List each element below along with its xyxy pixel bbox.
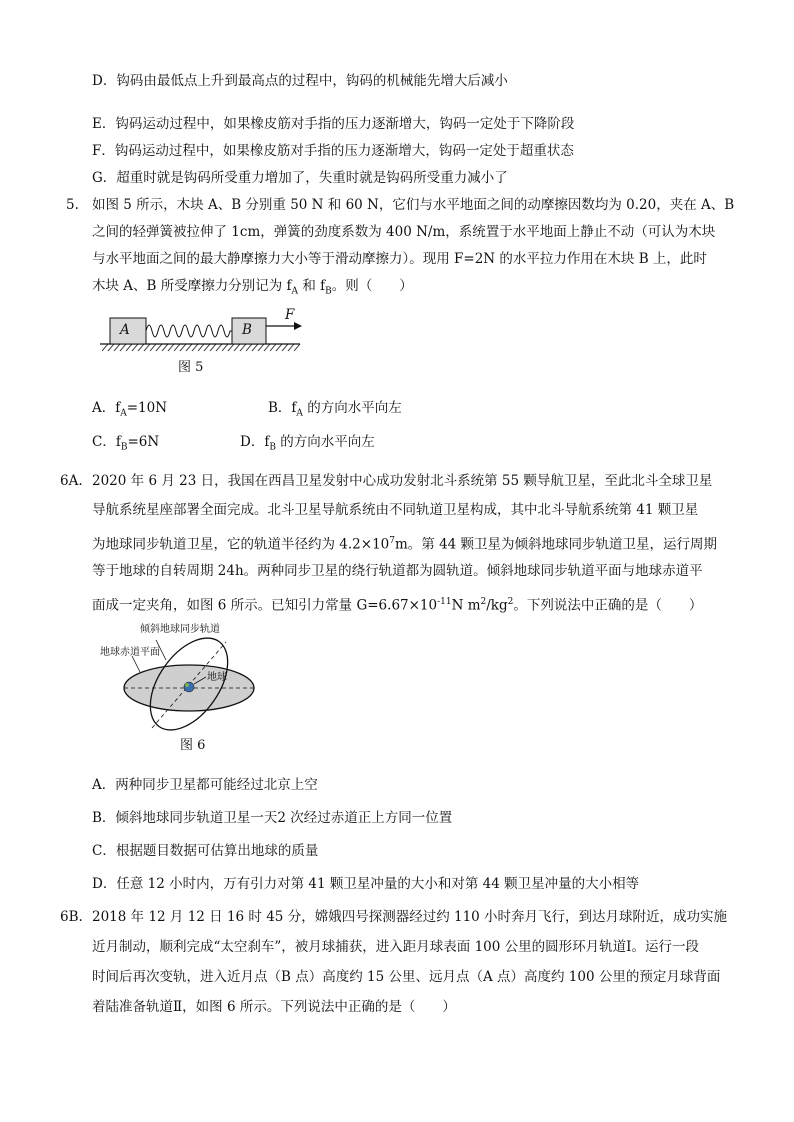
q5-option-a: A．$f_A=10N$ (92, 400, 168, 419)
question-6b-number: 6B. (60, 909, 83, 925)
q5-option-b: B．$f_A$ 的方向水平向左 (268, 400, 402, 419)
option-d-prev: D．钩码由最低点上升到最高点的过程中，钩码的机械能先增大后减小 (92, 73, 508, 89)
option-g-prev: G．超重时就是钩码所受重力增加了，失重时就是钩码所受重力减小了 (92, 170, 508, 186)
block-b-label: B (242, 322, 252, 338)
question-6a-line-4: 等于地球的自转周期 24h。两种同步卫星的绕行轨道都为圆轨道。倾斜地球同步轨道平面与地球赤道平 (92, 563, 703, 579)
question-5-line-1: 如图 5 所示，木块 A、B 分别重 50 N 和 60 N，它们与水平地面之间的动摩擦因数均为 0.20，夹在 A、B (92, 197, 735, 213)
block-a-label: A (120, 322, 130, 338)
question-5-number: 5. (66, 197, 79, 213)
figure-6-caption: 图 6 (180, 738, 206, 753)
question-5-line-2: 之间的轻弹簧被拉伸了 1cm，弹簧的劲度系数为 400 N/m，系统置于水平地面上静止不动（可认为木块 (92, 224, 716, 240)
label-equator-plane: 地球赤道平面 (100, 647, 160, 658)
question-6a-line-2: 导航系统星座部署全面完成。北斗卫星导航系统由不同轨道卫星构成，其中北斗导航系统第 41 颗卫星 (92, 502, 699, 518)
q5-option-d: D．$f_B$ 的方向水平向左 (240, 434, 375, 453)
question-6a-line-1: 2020 年 6 月 23 日，我国在西昌卫星发射中心成功发射北斗系统第 55 颗导航卫星，至此北斗全球卫星 (92, 473, 713, 489)
q6a-option-b: B．倾斜地球同步轨道卫星一天2 次经过赤道正上方同一位置 (92, 810, 453, 826)
question-6b-line-1: 2018 年 12 月 12 日 16 时 45 分，嫦娥四号探测器经过约 110 小时奔月飞行，到达月球附近，成功实施 (92, 909, 728, 925)
option-e-prev: E．钩码运动过程中，如果橡皮筋对手指的压力逐渐增大，钩码一定处于下降阶段 (92, 116, 575, 132)
question-6b-line-2: 近月制动，顺利完成“太空刹车”，被月球捕获，进入距月球表面 100 公里的圆形环月轨道Ⅰ。运行一段 (92, 939, 699, 955)
q6a-option-c: C．根据题目数据可估算出地球的质量 (92, 843, 319, 859)
label-inclined-orbit: 倾斜地球同步轨道 (140, 624, 220, 635)
question-6b-line-4: 着陆准备轨道Ⅱ，如图 6 所示。下列说法中正确的是（ ） (92, 999, 456, 1015)
question-5-line-3: 与水平地面之间的最大静摩擦力大小等于滑动摩擦力）。现用 F=2N 的水平拉力作用在木块 B 上，此时 (92, 251, 707, 267)
option-f-prev: F．钩码运动过程中，如果橡皮筋对手指的压力逐渐增大，钩码一定处于超重状态 (92, 143, 574, 159)
q6a-option-d: D．任意 12 小时内，万有引力对第 41 颗卫星冲量的大小和对第 44 颗卫星冲量的大小相等 (92, 876, 640, 892)
label-earth: 地球 (207, 672, 227, 683)
q6a-option-a: A．两种同步卫星都可能经过北京上空 (92, 777, 318, 793)
question-5-line-4: 木块 A、B 所受摩擦力分别记为 $f_A$ 和 $f_B$。则（ ） (92, 278, 413, 297)
force-label: F (285, 307, 295, 323)
q5-option-c: C．$f_B=6N$ (92, 434, 160, 453)
figure-5-caption: 图 5 (178, 360, 204, 375)
question-6a-line-5: 面成一定夹角，如图 6 所示。已知引力常量 $G=6.67\times 10^{-11}N$ $m^2/kg^2$。下列说法中正确的是（ ） (92, 597, 703, 614)
question-6a-number: 6A. (60, 473, 83, 489)
question-6b-line-3: 时间后再次变轨，进入近月点（B 点）高度约 15 公里、远月点（A 点）高度约 100 公里的预定月球背面 (92, 969, 721, 985)
question-6a-line-3: 为地球同步轨道卫星，它的轨道半径约为 $4.2\times 10^7m$。第 44 颗卫星为倾斜地球同步轨道卫星，运行周期 (92, 536, 718, 553)
